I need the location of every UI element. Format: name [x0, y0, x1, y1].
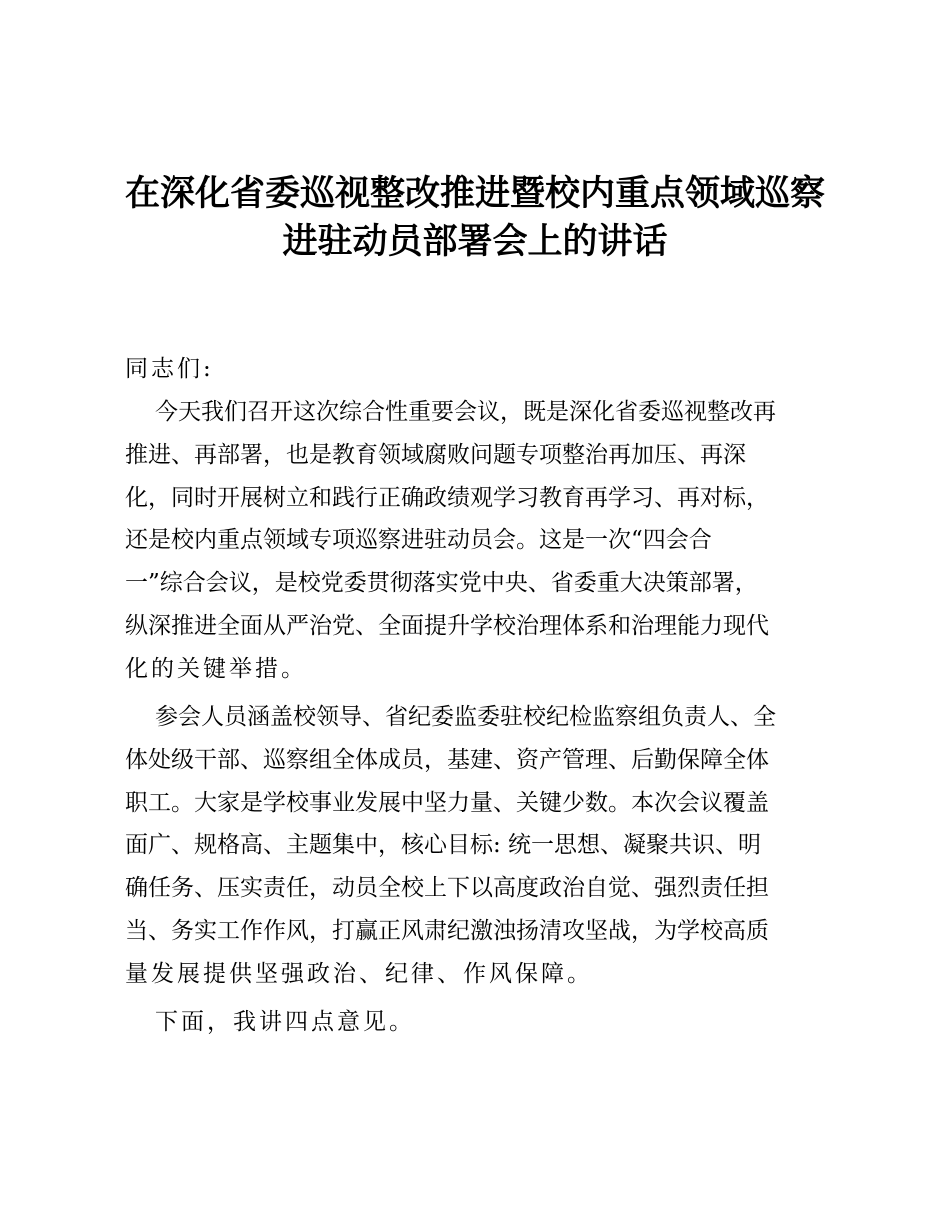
paragraph-line: 职工。大家是学校事业发展中坚力量、关键少数。本次会议覆盖	[125, 789, 769, 816]
paragraph-line: 当、务实工作作风，打赢正风肃纪激浊扬清攻坚战，为学校高质	[125, 917, 769, 944]
paragraph-2	[125, 696, 835, 996]
paragraph-line: 今天我们召开这次综合性重要会议，既是深化省委巡视整改再	[155, 399, 776, 425]
paragraph-line: 量发展提供坚强政治、纪律、作风保障。	[125, 960, 593, 987]
paragraph-line: 体处级干部、巡察组全体成员，基建、资产管理、后勤保障全体	[125, 746, 769, 773]
paragraph-line: 化，同时开展树立和践行正确政绩观学习教育再学习、再对标，	[125, 484, 769, 511]
paragraph-line: 推进、再部署，也是教育领域腐败问题专项整治再加压、再深	[125, 441, 746, 468]
paragraph-line: 下面，我讲四点意见。	[155, 1009, 415, 1035]
document-title-line-2: 进驻动员部署会上的讲话	[282, 221, 668, 262]
paragraph-line: 化的关键举措。	[125, 655, 307, 682]
salutation: 同志们:	[125, 356, 214, 382]
paragraph-line: 纵深推进全面从严治党、全面提升学校治理体系和治理能力现代	[125, 612, 769, 639]
paragraph-line: 确任务、压实责任，动员全校上下以高度政治自觉、强烈责任担	[125, 875, 769, 902]
paragraph-line: 一”综合会议，是校党委贯彻落实党中央、省委重大决策部署，	[125, 570, 758, 597]
paragraph-3	[125, 1001, 835, 1044]
document-title-line-1: 在深化省委巡视整改推进暨校内重点领域巡察	[124, 173, 825, 214]
paragraph-line: 面广、规格高、主题集中，核心目标: 统一思想、凝聚共识、明	[125, 832, 762, 859]
paragraph-1	[125, 391, 835, 691]
paragraph-line: 还是校内重点领域专项巡察进驻动员会。这是一次“四会合	[125, 527, 712, 554]
paragraph-line: 参会人员涵盖校领导、省纪委监委驻校纪检监察组负责人、全	[155, 704, 776, 730]
